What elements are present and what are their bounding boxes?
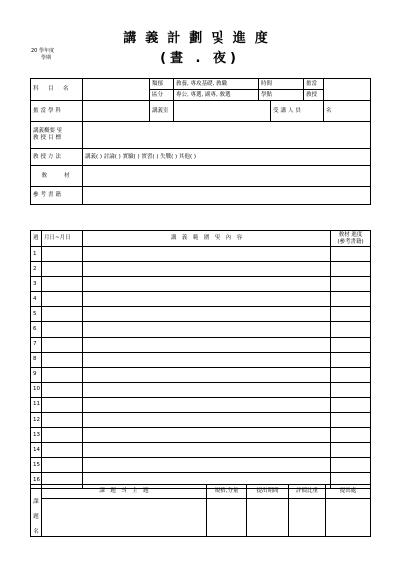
overview-label-line2: 敎授目標: [33, 135, 64, 141]
week-number: 7: [31, 337, 42, 352]
week-material-field[interactable]: [331, 322, 371, 337]
week-material-field[interactable]: [331, 458, 371, 473]
category-options-2[interactable]: 專公, 專選, 副專, 敎選: [174, 90, 259, 101]
assignment-topic-header: 課 題 의 主 題: [42, 485, 207, 499]
week-date-field[interactable]: [42, 352, 83, 367]
week-number: 6: [31, 322, 42, 337]
material-progress-header: [331, 231, 371, 247]
week-material-field[interactable]: [331, 428, 371, 443]
week-number: 8: [31, 352, 42, 367]
week-material-field[interactable]: [331, 247, 371, 262]
week-row: [31, 262, 371, 277]
week-row: [31, 428, 371, 443]
materials-label: 敎 材: [31, 166, 83, 187]
week-number: 2: [31, 262, 42, 277]
week-header: 週: [31, 231, 42, 247]
week-row: [31, 382, 371, 397]
schedule-table: [30, 230, 371, 489]
week-material-field[interactable]: [331, 397, 371, 412]
week-content-field[interactable]: [83, 413, 331, 428]
week-row: [31, 247, 371, 262]
page-subtitle: (晝 . 夜): [160, 51, 240, 66]
room-label: 講義室: [150, 101, 174, 122]
week-content-field[interactable]: [83, 247, 331, 262]
week-number: 13: [31, 428, 42, 443]
credits-label: 學點: [259, 90, 304, 101]
week-row: [31, 307, 371, 322]
subject-name-label: 科 目 名: [31, 79, 83, 101]
date-header: 月日~月日: [42, 231, 83, 247]
weeks-body: [31, 247, 371, 489]
week-content-field[interactable]: [83, 262, 331, 277]
week-row: [31, 413, 371, 428]
week-material-field[interactable]: [331, 292, 371, 307]
week-material-field[interactable]: [331, 262, 371, 277]
week-number: 9: [31, 367, 42, 382]
week-row: [31, 277, 371, 292]
room-field[interactable]: [174, 101, 271, 122]
week-content-field[interactable]: [83, 277, 331, 292]
week-date-field[interactable]: [42, 428, 83, 443]
hours-label: 時間: [259, 79, 304, 90]
range-header: 講 義 範 圍 및 內 容: [83, 231, 331, 247]
week-row: [31, 367, 371, 382]
week-content-field[interactable]: [83, 428, 331, 443]
week-content-field[interactable]: [83, 397, 331, 412]
students-unit: 名: [324, 101, 371, 122]
page-title: 講義計劃및進度: [123, 31, 277, 46]
assignment-side-label-2: 題: [33, 514, 39, 520]
week-content-field[interactable]: [83, 382, 331, 397]
week-number: 10: [31, 382, 42, 397]
week-date-field[interactable]: [42, 307, 83, 322]
week-date-field[interactable]: [42, 397, 83, 412]
assignment-place-header: 提出處: [326, 485, 371, 499]
week-number: 5: [31, 307, 42, 322]
week-date-field[interactable]: [42, 413, 83, 428]
instructor-field[interactable]: [324, 79, 371, 101]
week-material-field[interactable]: [331, 277, 371, 292]
material-progress-header-line2: (參考書籍): [337, 238, 364, 245]
week-number: 11: [31, 397, 42, 412]
week-row: [31, 292, 371, 307]
year-label: 20 學年度: [31, 48, 54, 54]
week-material-field[interactable]: [331, 367, 371, 382]
instructor-label-2: 敎授: [304, 90, 324, 101]
week-row: [31, 458, 371, 473]
week-date-field[interactable]: [42, 262, 83, 277]
assignment-weight-field[interactable]: [289, 499, 326, 537]
week-date-field[interactable]: [42, 367, 83, 382]
assignment-side-label-3: 名: [33, 529, 39, 535]
week-number: 3: [31, 277, 42, 292]
week-number: 1: [31, 247, 42, 262]
dept-label: 擔當學科: [31, 101, 83, 122]
assignment-side-label-1: 課: [33, 499, 39, 505]
week-material-field[interactable]: [331, 352, 371, 367]
subject-name-field[interactable]: [83, 79, 150, 101]
assignment-scale-header: 規格,分量: [207, 485, 247, 499]
week-row: [31, 322, 371, 337]
week-date-field[interactable]: [42, 322, 83, 337]
week-date-field[interactable]: [42, 292, 83, 307]
week-content-field[interactable]: [83, 337, 331, 352]
week-content-field[interactable]: [83, 292, 331, 307]
assignment-topic-field[interactable]: [42, 499, 207, 537]
week-material-field[interactable]: [331, 443, 371, 458]
references-field[interactable]: [83, 187, 371, 205]
students-label: 受講人員: [271, 101, 324, 122]
week-number: 4: [31, 292, 42, 307]
assignment-weight-header: 評價比重: [289, 485, 326, 499]
week-content-field[interactable]: [83, 307, 331, 322]
week-material-field[interactable]: [331, 382, 371, 397]
week-material-field[interactable]: [331, 337, 371, 352]
material-progress-header-line1: 敎材 進度: [338, 231, 363, 238]
assignment-place-field[interactable]: [326, 499, 371, 537]
assignment-deadline-field[interactable]: [247, 499, 289, 537]
week-date-field[interactable]: [42, 458, 83, 473]
week-row: [31, 337, 371, 352]
week-number: 14: [31, 443, 42, 458]
week-row: [31, 352, 371, 367]
week-material-field[interactable]: [331, 307, 371, 322]
week-date-field[interactable]: [42, 277, 83, 292]
overview-field[interactable]: [83, 122, 371, 149]
week-number: 12: [31, 413, 42, 428]
references-label: 參考書籍: [31, 187, 83, 205]
week-content-field[interactable]: [83, 443, 331, 458]
method-options[interactable]: 講義( ) 討論( ) 實驗( ) 實習( ) 失戰( ) 其他( ): [83, 149, 371, 166]
assignment-table: [30, 484, 371, 537]
week-row: [31, 443, 371, 458]
week-material-field[interactable]: [331, 413, 371, 428]
week-row: [31, 397, 371, 412]
week-date-field[interactable]: [42, 382, 83, 397]
course-info-table: [30, 78, 371, 205]
week-number: 15: [31, 458, 42, 473]
week-content-field[interactable]: [83, 367, 331, 382]
instructor-label: 擔當: [304, 79, 324, 90]
week-date-field[interactable]: [42, 337, 83, 352]
materials-field[interactable]: [83, 166, 371, 187]
assignment-deadline-header: 提出期間: [247, 485, 289, 499]
week-content-field[interactable]: [83, 352, 331, 367]
method-label: 敎授方法: [31, 149, 83, 166]
week-content-field[interactable]: [83, 458, 331, 473]
overview-label-line1: 講義槪要 및: [33, 128, 63, 134]
category-label: 類郁: [150, 79, 174, 90]
week-date-field[interactable]: [42, 443, 83, 458]
category-options[interactable]: 敎養, 專攻基礎, 敎職: [174, 79, 259, 90]
assignment-scale-field[interactable]: [207, 499, 247, 537]
semester-label: 學期: [41, 55, 52, 61]
academic-term: [31, 48, 54, 62]
week-content-field[interactable]: [83, 322, 331, 337]
week-number: 16: [31, 473, 42, 488]
assignment-side-label: [31, 485, 42, 537]
category-label-2: 區分: [150, 90, 174, 101]
overview-label: [31, 122, 83, 149]
week-date-field[interactable]: [42, 247, 83, 262]
dept-field[interactable]: [83, 101, 150, 122]
